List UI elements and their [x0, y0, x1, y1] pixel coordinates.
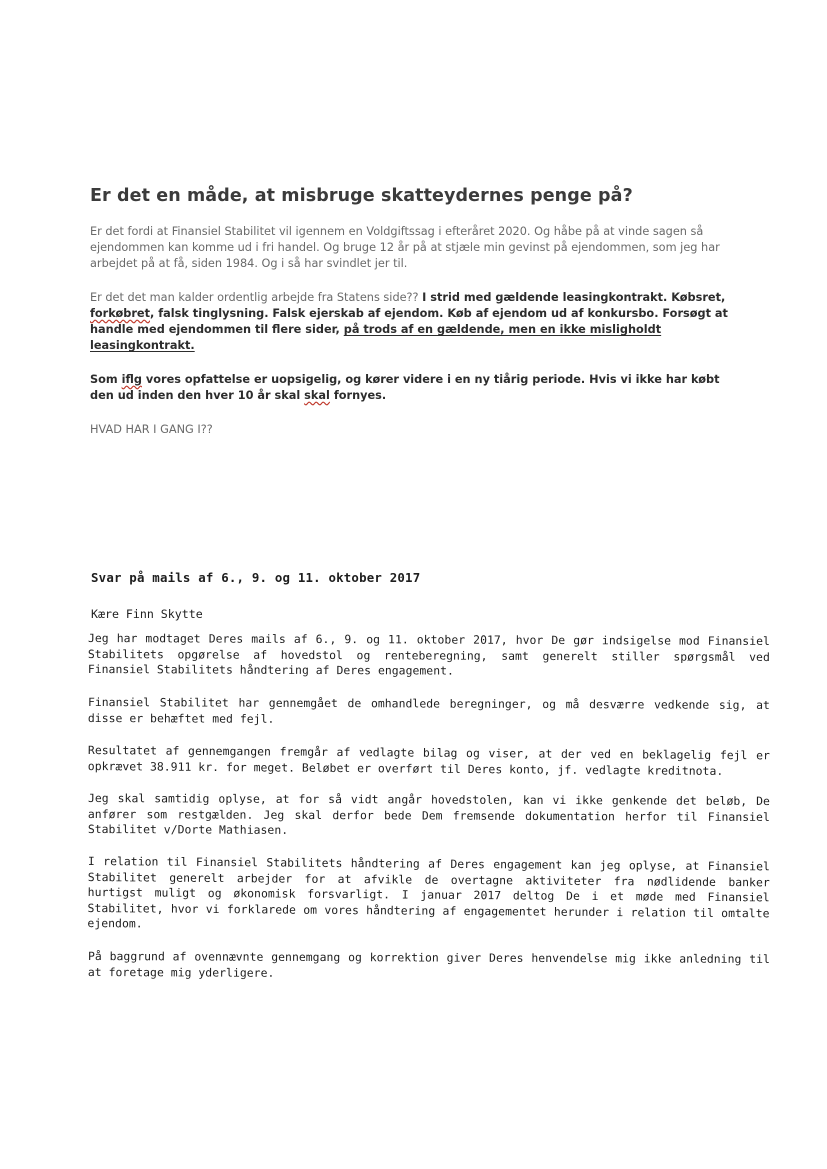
- spellcheck-word: forkøbret: [90, 307, 150, 320]
- complaint-paragraph-3: [90, 372, 740, 404]
- letter-paragraph: Resultatet af gennemgangen fremgår af vedlagte bilag og viser, at der ved en beklagelig fejl er opkrævet 38.911 kr. for meget. Beløbet er overført til Deres konto, jf. vedlagte kreditnota.: [87, 742, 770, 777]
- spellcheck-word: skal: [304, 389, 330, 402]
- letter-paragraph: Finansiel Stabilitet har gennemgået de omhandlede beregninger, og må desværre vedkende sig, at disse er behæftet med fejl.: [87, 694, 770, 725]
- complaint-paragraph-2: [90, 290, 740, 354]
- spellcheck-word: iflg: [121, 373, 142, 386]
- underlined-segment: på trods af en gældende, men en ikke misligholdt leasingkontrakt.: [90, 323, 662, 352]
- complaint-heading: Er det en måde, at misbruge skatteydernes penge på?: [90, 186, 633, 206]
- bold-segment: Som: [90, 373, 122, 386]
- letter-paragraph: Jeg skal samtidig oplyse, at for så vidt angår hovedstolen, kan vi ikke genkende det beløb, De anfører som restgælden. Jeg skal derfor bede Dem fremsende dokumentation herfor til Finansiel Stabilitet v/Dorte Mathiasen.: [87, 790, 770, 837]
- complaint-question: Er det det man kalder ordentlig arbejde fra Statens side??: [90, 291, 423, 304]
- complaint-paragraph-4: HVAD HAR I GANG I??: [90, 423, 213, 436]
- bold-segment: , falsk tinglysning. Falsk ejerskab af ejendom. Køb af ejendom ud af konkursbo. Forsøgt at handle med ejendommen til flere sider,: [90, 307, 728, 336]
- complaint-paragraph-1: Er det fordi at Finansiel Stabilitet vil igennem en Voldgiftssag i efteråret 2020. Og håbe på at vinde sagen så ejendommen kan komme ud i fri handel. Og bruge 12 år på at stjæle min gevinst på ejendommen, som jeg har arbejdet på at få, siden 1984. Og i så har svindlet jer til.: [90, 225, 720, 270]
- letter-paragraph: På baggrund af ovennævnte gennemgang og korrektion giver Deres henvendelse mig ikke anledning til at foretage mig yderligere.: [87, 948, 770, 979]
- letter-paragraph: Jeg har modtaget Deres mails af 6., 9. og 11. oktober 2017, hvor De gør indsigelse mod Finansiel Stabilitets opgørelse af hovedstol og renteberegning, samt generelt stiller spørgsmål ved Finansiel Stabilitets håndtering af Deres engagement.: [87, 631, 770, 678]
- letter-paragraph: I relation til Finansiel Stabilitets håndtering af Deres engagement kan jeg oplyse, at Finansiel Stabilitet generelt arbejder for at afvikle de overtagne aktiviteter fra nødlidende banker hurtigst muligt og økonomisk forsvarligt. I januar 2017 deltog De i et møde med Finansiel Stabilitet, hvor vi forklarede om vores håndtering af engagementet herunder i relation til omtalte ejendom.: [87, 854, 770, 931]
- letter-subject: Svar på mails af 6., 9. og 11. oktober 2017: [91, 570, 421, 585]
- bold-segment: I strid med gældende leasingkontrakt. Købsret,: [422, 291, 726, 304]
- bold-segment: fornyes.: [329, 389, 387, 402]
- complaint-bold-text: [90, 373, 720, 402]
- complaint-section: [90, 186, 740, 456]
- letter-greeting: Kære Finn Skytte: [91, 607, 203, 621]
- scanned-letter: [88, 570, 770, 997]
- bold-segment: vores opfattelse er uopsigelig, og kører videre i en ny tiårig periode. Hvis vi ikke har købt den ud inden den hver 10 år skal: [90, 373, 720, 402]
